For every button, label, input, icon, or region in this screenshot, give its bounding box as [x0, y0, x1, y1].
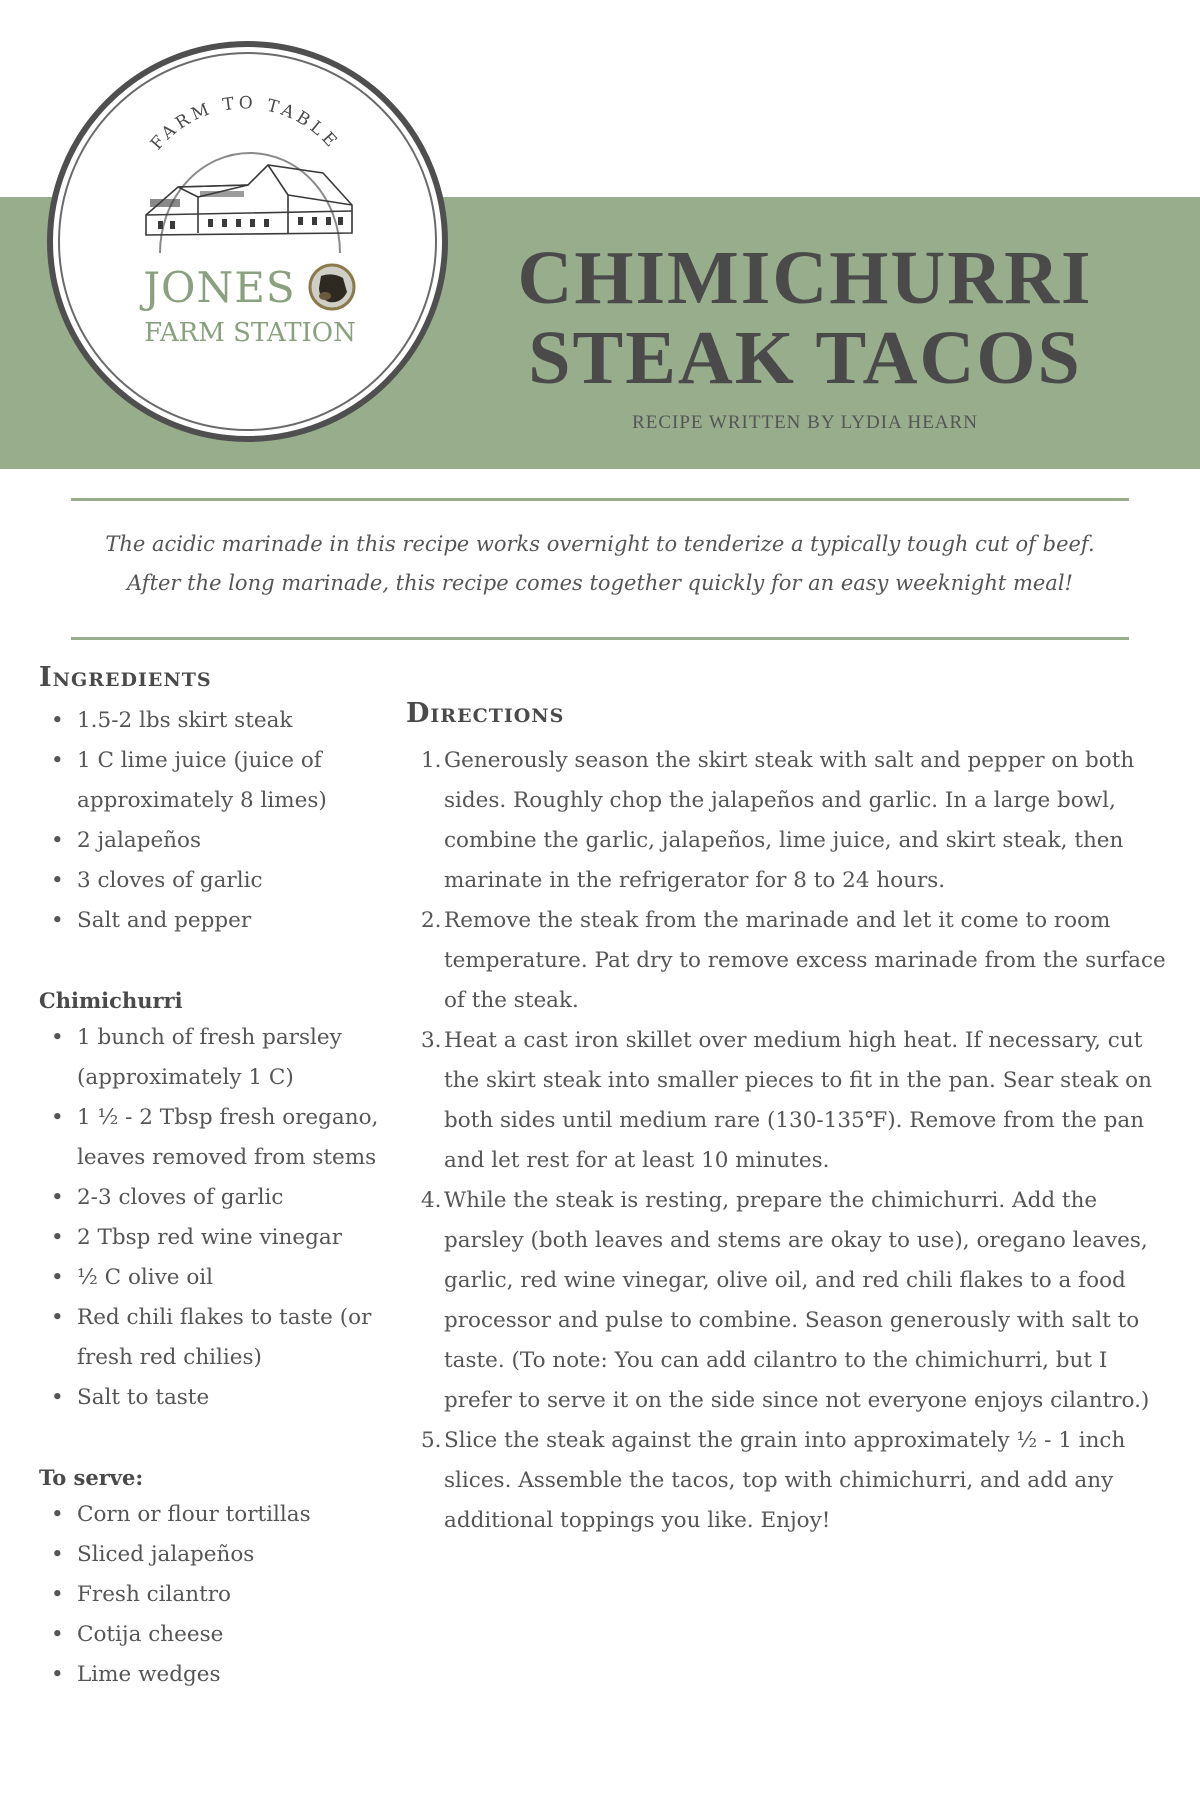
list-item: • 2 jalapeños	[39, 821, 379, 861]
list-item: • 2-3 cloves of garlic	[39, 1178, 379, 1218]
direction-step	[406, 741, 1166, 901]
list-item: • 1.5-2 lbs skirt steak	[39, 701, 379, 741]
list-item: • 1 bunch of fresh parsley (approximately 1 C)	[39, 1018, 379, 1098]
recipe-intro	[60, 525, 1140, 603]
divider-bottom	[71, 637, 1129, 640]
chimichurri-list	[39, 1018, 379, 1418]
list-item: • 2 Tbsp red wine vinegar	[39, 1218, 379, 1258]
chimichurri-subheading: Chimichurri	[39, 988, 183, 1013]
step-text: Slice the steak against the grain into approximately ½ - 1 inch slices. Assemble the tacos, top with chimichurri, and add any additional toppings you like. Enjoy!	[444, 1428, 1126, 1533]
intro-line-2: After the long marinade, this recipe comes together quickly for an easy weeknight meal!	[127, 571, 1073, 595]
list-item: • 3 cloves of garlic	[39, 861, 379, 901]
to-serve-list	[39, 1495, 379, 1695]
step-number: 1.	[421, 748, 442, 773]
logo-name-farm-station: FARM STATION	[144, 318, 356, 348]
step-number: 3.	[421, 1028, 442, 1053]
list-item: • Corn or flour tortillas	[39, 1495, 379, 1535]
logo-name-row	[100, 262, 400, 312]
ingredients-heading: Ingredients	[39, 662, 212, 693]
ingredients-main-list	[39, 701, 379, 941]
direction-step	[406, 901, 1166, 1021]
list-item: • Salt to taste	[39, 1378, 379, 1418]
step-text: Remove the steak from the marinade and let it come to room temperature. Pat dry to remove excess marinade from the surface of the steak.	[444, 908, 1166, 1013]
step-number: 2.	[421, 908, 442, 933]
divider-top	[71, 498, 1129, 501]
to-serve-subheading: To serve:	[39, 1465, 144, 1490]
intro-line-1: The acidic marinade in this recipe works overnight to tenderize a typically tough cut of beef.	[105, 532, 1095, 556]
list-item: • Fresh cilantro	[39, 1575, 379, 1615]
recipe-title	[470, 238, 1140, 398]
ingredients-column	[39, 662, 379, 1695]
list-item: • ½ C olive oil	[39, 1258, 379, 1298]
directions-heading: Directions	[406, 698, 565, 729]
directions-column	[406, 698, 1166, 1541]
logo-name-jones: JONES	[143, 262, 296, 312]
direction-step	[406, 1021, 1166, 1181]
list-item: • Salt and pepper	[39, 901, 379, 941]
list-item: • 1 C lime juice (juice of approximately 8 limes)	[39, 741, 379, 821]
farm-barn-illustration	[138, 125, 362, 265]
recipe-byline: RECIPE WRITTEN BY LYDIA HEARN	[632, 412, 978, 433]
recipe-title-line2: STEAK TACOS	[528, 316, 1082, 400]
list-item: • Sliced jalapeños	[39, 1535, 379, 1575]
directions-list	[406, 741, 1166, 1541]
step-text: Generously season the skirt steak with salt and pepper on both sides. Roughly chop the jalapeños and garlic. In a large bowl, combine the garlic, jalapeños, lime juice, and skirt steak, then marinate in the refrigerator for 8 to 24 hours.	[444, 748, 1135, 893]
list-item: • Lime wedges	[39, 1655, 379, 1695]
step-number: 4.	[421, 1188, 442, 1213]
step-number: 5.	[421, 1428, 442, 1453]
list-item: • Cotija cheese	[39, 1615, 379, 1655]
direction-step	[406, 1181, 1166, 1421]
svg-text:FARM TO TABLE: FARM TO TABLE	[146, 93, 344, 155]
step-text: Heat a cast iron skillet over medium high heat. If necessary, cut the skirt steak into smaller pieces to fit in the pan. Sear steak on both sides until medium rare (130-135℉). Remove from the pan and let rest for at least 10 minutes.	[444, 1028, 1152, 1173]
step-text: While the steak is resting, prepare the chimichurri. Add the parsley (both leaves and stems are okay to use), oregano leaves, garlic, red wine vinegar, olive oil, and red chili flakes to a food processor and pulse to combine. Season generously with salt to taste. (To note: You can add cilantro to the chimichurri, but I prefer to serve it on the side since not everyone enjoys cilantro.)	[444, 1188, 1150, 1413]
direction-step	[406, 1421, 1166, 1541]
cow-head-icon	[307, 262, 357, 312]
list-item: • Red chili flakes to taste (or fresh red chilies)	[39, 1298, 379, 1378]
recipe-title-line1: CHIMICHURRI	[517, 236, 1093, 320]
list-item: • 1 ½ - 2 Tbsp fresh oregano, leaves removed from stems	[39, 1098, 379, 1178]
